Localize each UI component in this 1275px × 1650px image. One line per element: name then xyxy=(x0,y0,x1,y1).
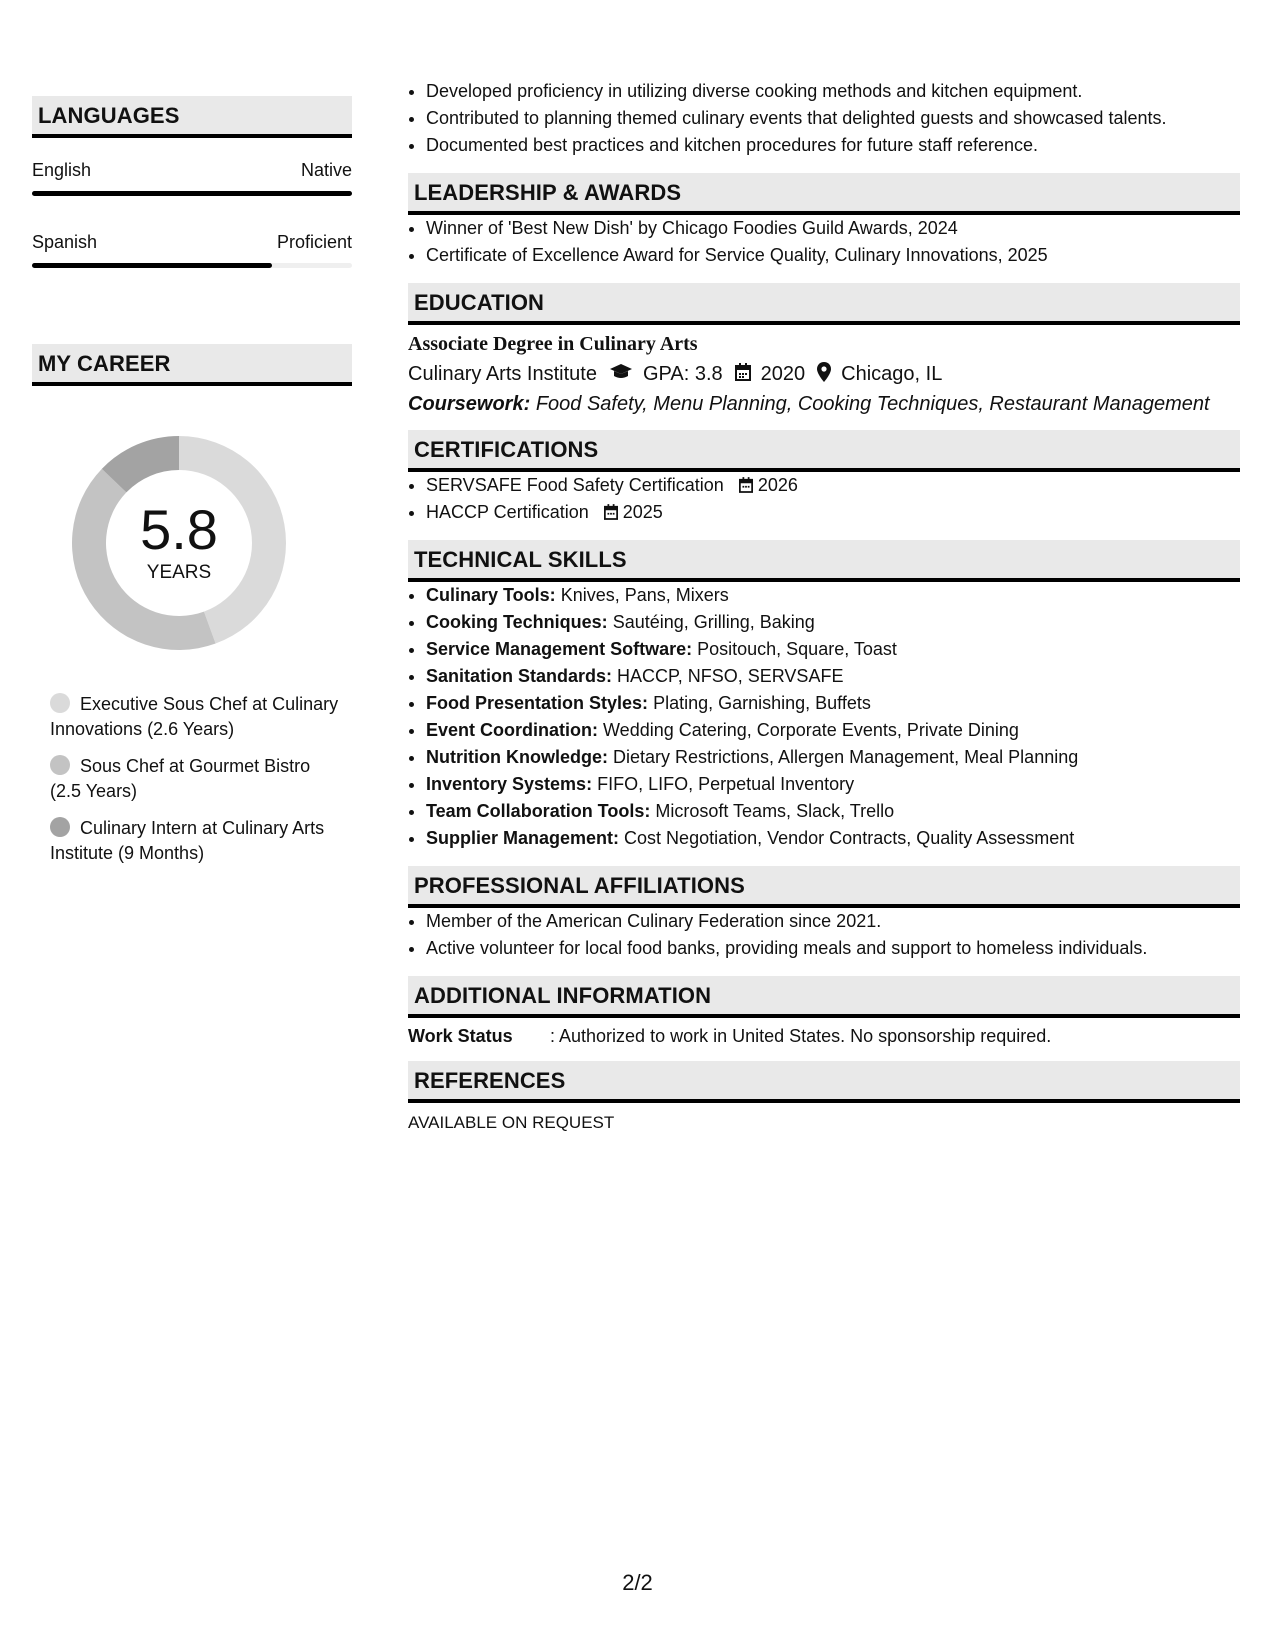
certification-name: SERVSAFE Food Safety Certification xyxy=(426,475,724,495)
language-bar-fill xyxy=(32,263,272,268)
main-column xyxy=(408,78,1240,1133)
language-name: English xyxy=(32,160,92,180)
career-legend xyxy=(32,692,340,866)
references-text: AVAILABLE ON REQUEST xyxy=(408,1113,615,1132)
legend-dot-icon xyxy=(50,693,70,713)
skill-value: Dietary Restrictions, Allergen Management, Meal Planning xyxy=(613,747,1079,767)
list-item xyxy=(426,690,1240,717)
career-section xyxy=(32,344,352,866)
additional-info-heading: ADDITIONAL INFORMATION xyxy=(408,976,1240,1018)
leadership-list xyxy=(408,215,1240,269)
certification-year: 2025 xyxy=(622,502,663,522)
skill-value: Positouch, Square, Toast xyxy=(697,639,897,659)
language-name: Spanish xyxy=(32,232,98,252)
education-gpa: GPA: 3.8 xyxy=(642,363,723,385)
legend-dot-icon xyxy=(50,755,70,775)
coursework-label: Coursework: xyxy=(408,393,531,415)
list-item xyxy=(426,472,1240,499)
skills-heading: TECHNICAL SKILLS xyxy=(408,540,1240,582)
legend-dot-icon xyxy=(50,817,70,837)
education-degree: Associate Degree in Culinary Arts xyxy=(408,333,698,355)
affiliations-heading: PROFESSIONAL AFFILIATIONS xyxy=(408,866,1240,908)
language-bar xyxy=(32,191,352,196)
experience-bullets xyxy=(408,78,1240,159)
education-location: Chicago, IL xyxy=(841,363,943,385)
calendar-icon xyxy=(739,475,758,495)
skill-value: FIFO, LIFO, Perpetual Inventory xyxy=(597,774,855,794)
skill-label: Nutrition Knowledge: xyxy=(426,747,608,767)
skill-label: Culinary Tools: xyxy=(426,585,556,605)
list-item: • Contributed to planning themed culinary events that delighted guests and showcased talents. xyxy=(426,105,1240,132)
certification-year: 2026 xyxy=(757,475,798,495)
legend-label: Executive Sous Chef at Culinary Innovations (2.6 Years) xyxy=(50,694,339,739)
skill-value: Microsoft Teams, Slack, Trello xyxy=(655,801,895,821)
work-status-row xyxy=(408,1026,1240,1047)
list-item xyxy=(426,663,1240,690)
list-item xyxy=(426,798,1240,825)
language-item xyxy=(32,160,352,196)
certification-name: HACCP Certification xyxy=(426,502,589,522)
list-item: • Developed proficiency in utilizing diverse cooking methods and kitchen equipment. xyxy=(426,78,1240,105)
skill-label: Sanitation Standards: xyxy=(426,666,613,686)
list-item xyxy=(426,744,1240,771)
career-legend-item xyxy=(50,816,340,866)
skills-list xyxy=(408,582,1240,852)
list-item: • Active volunteer for local food banks, providing meals and support to homeless individuals. xyxy=(426,935,1240,962)
career-legend-item xyxy=(50,754,340,804)
skill-label: Supplier Management: xyxy=(426,828,620,848)
skill-value: Plating, Garnishing, Buffets xyxy=(653,693,871,713)
language-bar xyxy=(32,263,352,268)
skill-value: Wedding Catering, Corporate Events, Private Dining xyxy=(603,720,1019,740)
list-item: • Documented best practices and kitchen procedures for future staff reference. xyxy=(426,132,1240,159)
skill-label: Team Collaboration Tools: xyxy=(426,801,651,821)
list-item: • Member of the American Culinary Federation since 2021. xyxy=(426,908,1240,935)
list-item xyxy=(426,636,1240,663)
calendar-icon xyxy=(604,502,623,522)
certifications-heading: CERTIFICATIONS xyxy=(408,430,1240,472)
list-item: • Winner of 'Best New Dish' by Chicago Foodies Guild Awards, 2024 xyxy=(426,215,1240,242)
leadership-heading: LEADERSHIP & AWARDS xyxy=(408,173,1240,215)
skill-value: Knives, Pans, Mixers xyxy=(560,585,729,605)
skill-value: Cost Negotiation, Vendor Contracts, Quality Assessment xyxy=(624,828,1075,848)
graduation-cap-icon xyxy=(609,363,633,386)
list-item xyxy=(426,717,1240,744)
list-item: • Certificate of Excellence Award for Service Quality, Culinary Innovations, 2025 xyxy=(426,242,1240,269)
career-total-unit: YEARS xyxy=(146,562,212,583)
language-level: Native xyxy=(300,160,352,180)
skill-label: Event Coordination: xyxy=(426,720,598,740)
references-heading: REFERENCES xyxy=(408,1061,1240,1103)
list-item xyxy=(426,499,1240,526)
career-legend-item xyxy=(50,692,340,742)
education-school: Culinary Arts Institute xyxy=(408,363,597,385)
skill-value: HACCP, NFSO, SERVSAFE xyxy=(617,666,844,686)
certifications-list xyxy=(408,472,1240,526)
sidebar xyxy=(32,96,352,878)
calendar-icon xyxy=(735,363,751,386)
list-item xyxy=(426,609,1240,636)
work-status-label: Work Status xyxy=(408,1026,513,1046)
career-total-years: 5.8 xyxy=(140,498,218,561)
career-heading: MY CAREER xyxy=(32,344,352,386)
education-year: 2020 xyxy=(760,363,806,385)
page-number: 2/2 xyxy=(622,1570,653,1595)
skill-label: Cooking Techniques: xyxy=(426,612,608,632)
list-item xyxy=(426,582,1240,609)
list-item xyxy=(426,771,1240,798)
location-pin-icon xyxy=(817,362,831,387)
education-details xyxy=(408,362,1240,387)
coursework-text: Food Safety, Menu Planning, Cooking Techniques, Restaurant Management xyxy=(535,393,1210,415)
language-item xyxy=(32,232,352,268)
affiliations-list xyxy=(408,908,1240,962)
career-donut-chart xyxy=(66,430,292,656)
education-heading: EDUCATION xyxy=(408,283,1240,325)
list-item xyxy=(426,825,1240,852)
skill-label: Food Presentation Styles: xyxy=(426,693,649,713)
language-bar-fill xyxy=(32,191,352,196)
work-status-value: : Authorized to work in United States. No sponsorship required. xyxy=(550,1026,1052,1046)
language-level: Proficient xyxy=(276,232,352,252)
legend-label: Culinary Intern at Culinary Arts Institute (9 Months) xyxy=(50,818,325,863)
skill-label: Service Management Software: xyxy=(426,639,693,659)
skill-value: Sautéing, Grilling, Baking xyxy=(612,612,815,632)
legend-label: Sous Chef at Gourmet Bistro (2.5 Years) xyxy=(50,756,311,801)
education-coursework xyxy=(408,393,1240,416)
skill-label: Inventory Systems: xyxy=(426,774,593,794)
languages-heading: LANGUAGES xyxy=(32,96,352,138)
